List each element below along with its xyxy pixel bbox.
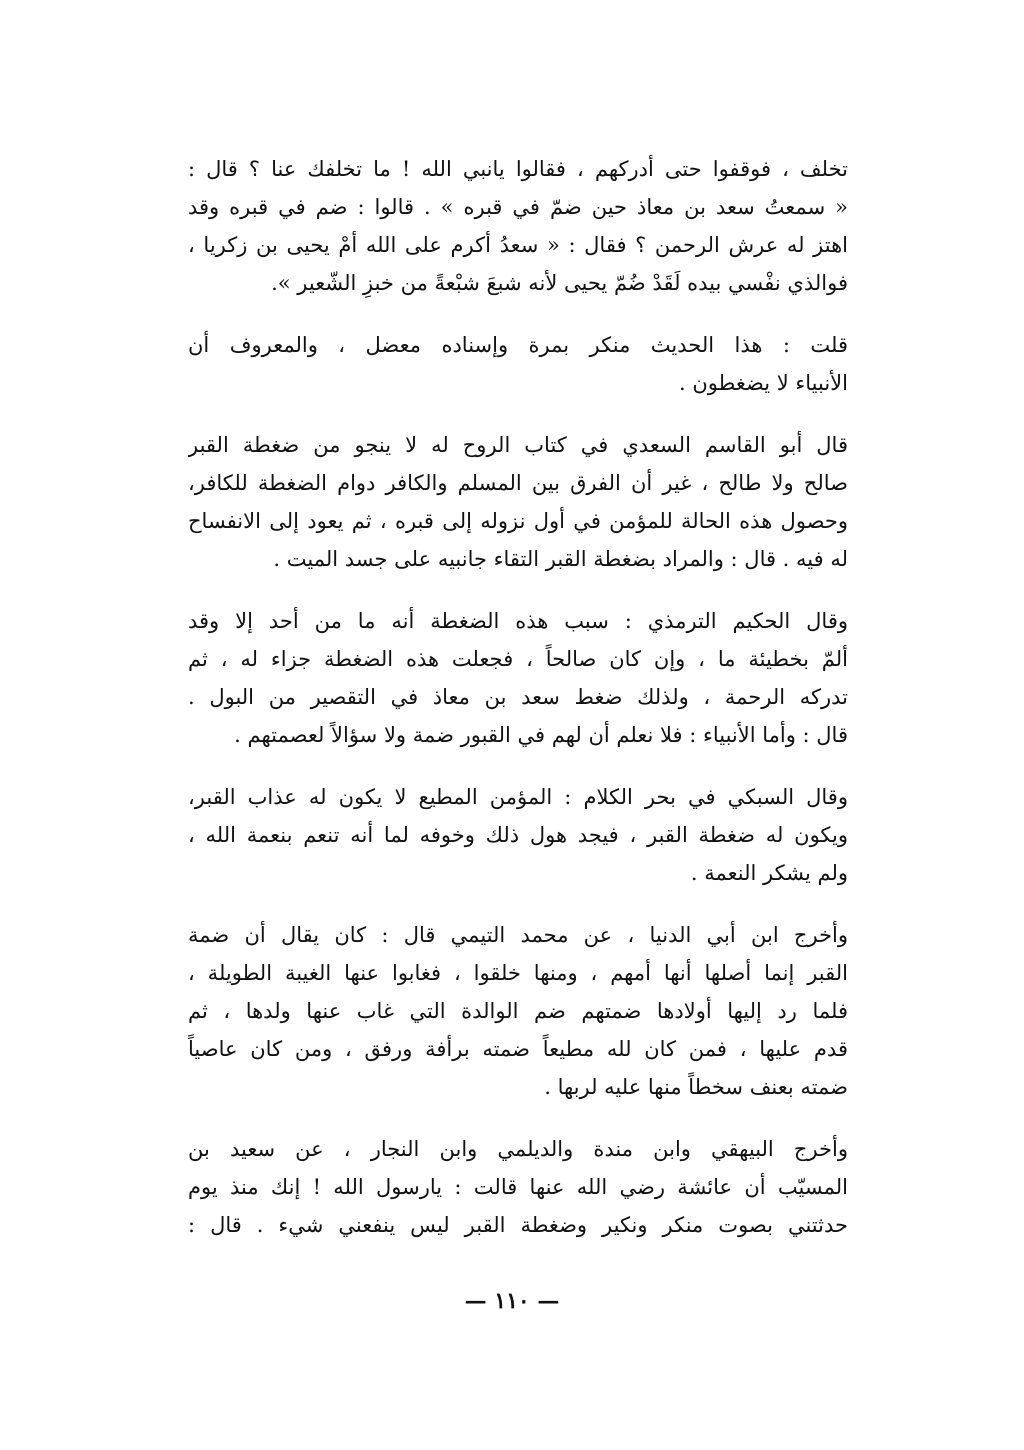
- text-line: قال : وأما الأنبياء : فلا نعلم أن لهم في القبور ضمة ولا سؤالاً لعصمتهم .: [234, 723, 848, 747]
- text-line: اهتز له عرش الرحمن ؟ فقال : « سعدُ أكرم على الله أمْ يحيى بن زكريا ،: [188, 233, 848, 257]
- paragraph-4: [188, 602, 848, 754]
- text-line: له فيه . قال : والمراد بضغطة القبر التقاء جانبيه على جسد الميت .: [273, 547, 848, 571]
- text-line: قال أبو القاسم السعدي في كتاب الروح له لا ينجو من ضغطة القبر: [188, 433, 848, 457]
- text-line: « سمعتُ سعد بن معاذ حين ضمّ في قبره » . قالوا : ضم في قبره وقد: [188, 195, 848, 219]
- paragraph-5: [188, 778, 848, 892]
- text-line: وقال السبكي في بحر الكلام : المؤمن المطيع لا يكون له عذاب القبر،: [188, 785, 848, 809]
- text-line: وحصول هذه الحالة للمؤمن في أول نزوله إلى قبره ، ثم يعود إلى الانفساح: [188, 509, 848, 533]
- paragraph-3: [188, 426, 848, 578]
- text-line: صالح ولا طالح ، غير أن الفرق بين المسلم والكافر دوام الضغطة للكافر،: [188, 471, 848, 495]
- text-line: ضمته بعنف سخطاً منها عليه لربها .: [544, 1075, 848, 1099]
- text-line: فوالذي نفْسي بيده لَقَدْ ضُمّ يحيى لأنه شبعَ شبْعةً من خبزِ الشّعير ».: [271, 271, 848, 295]
- text-line: قلت : هذا الحديث منكر بمرة وإسناده معضل ، والمعروف أن: [188, 333, 848, 357]
- text-line: الأنبياء لا يضغطون .: [679, 371, 848, 395]
- text-line: حدثتني بصوت منكر ونكير وضغطة القبر ليس ينفعني شيء . قال :: [188, 1213, 848, 1237]
- text-line: ولم يشكر النعمة .: [690, 861, 848, 885]
- paragraph-6: [188, 916, 848, 1106]
- text-line: ألمّ بخطيئة ما ، وإن كان صالحاً ، فجعلت هذه الضغطة جزاء له ، ثم: [188, 647, 848, 671]
- text-line: القبر إنما أصلها أنها أمهم ، ومنها خلقوا ، فغابوا عنها الغيبة الطويلة ،: [188, 961, 848, 985]
- paragraph-7: [188, 1130, 848, 1244]
- text-line: المسيّب أن عائشة رضي الله عنها قالت : يارسول الله ! إنك منذ يوم: [188, 1175, 848, 1199]
- paragraph-2: [188, 326, 848, 402]
- paragraph-1: [188, 150, 848, 302]
- text-line: وأخرج البيهقي وابن مندة والديلمي وابن النجار ، عن سعيد بن: [188, 1137, 848, 1161]
- text-line: قدم عليها ، فمن كان لله مطيعاً ضمته برأفة ورفق ، ومن كان عاصياً: [188, 1037, 848, 1061]
- page-number: — ١١٠ —: [464, 1288, 560, 1314]
- text-line: تخلف ، فوقفوا حتى أدركهم ، فقالوا يانبي الله ! ما تخلفك عنا ؟ قال :: [188, 157, 848, 181]
- text-line: وقال الحكيم الترمذي : سبب هذه الضغطة أنه ما من أحد إلا وقد: [188, 609, 848, 633]
- page-body: [188, 150, 848, 1268]
- text-line: ويكون له ضغطة القبر ، فيجد هول ذلك وخوفه لما أنه تنعم بنعمة الله ،: [188, 823, 848, 847]
- text-line: فلما رد إليها أولادها ضمتهم ضم الوالدة التي غاب عنها ولدها ، ثم: [188, 999, 848, 1023]
- text-line: تدركه الرحمة ، ولذلك ضغط سعد بن معاذ في التقصير من البول .: [188, 685, 848, 709]
- text-line: وأخرج ابن أبي الدنيا ، عن محمد التيمي قال : كان يقال أن ضمة: [188, 923, 848, 947]
